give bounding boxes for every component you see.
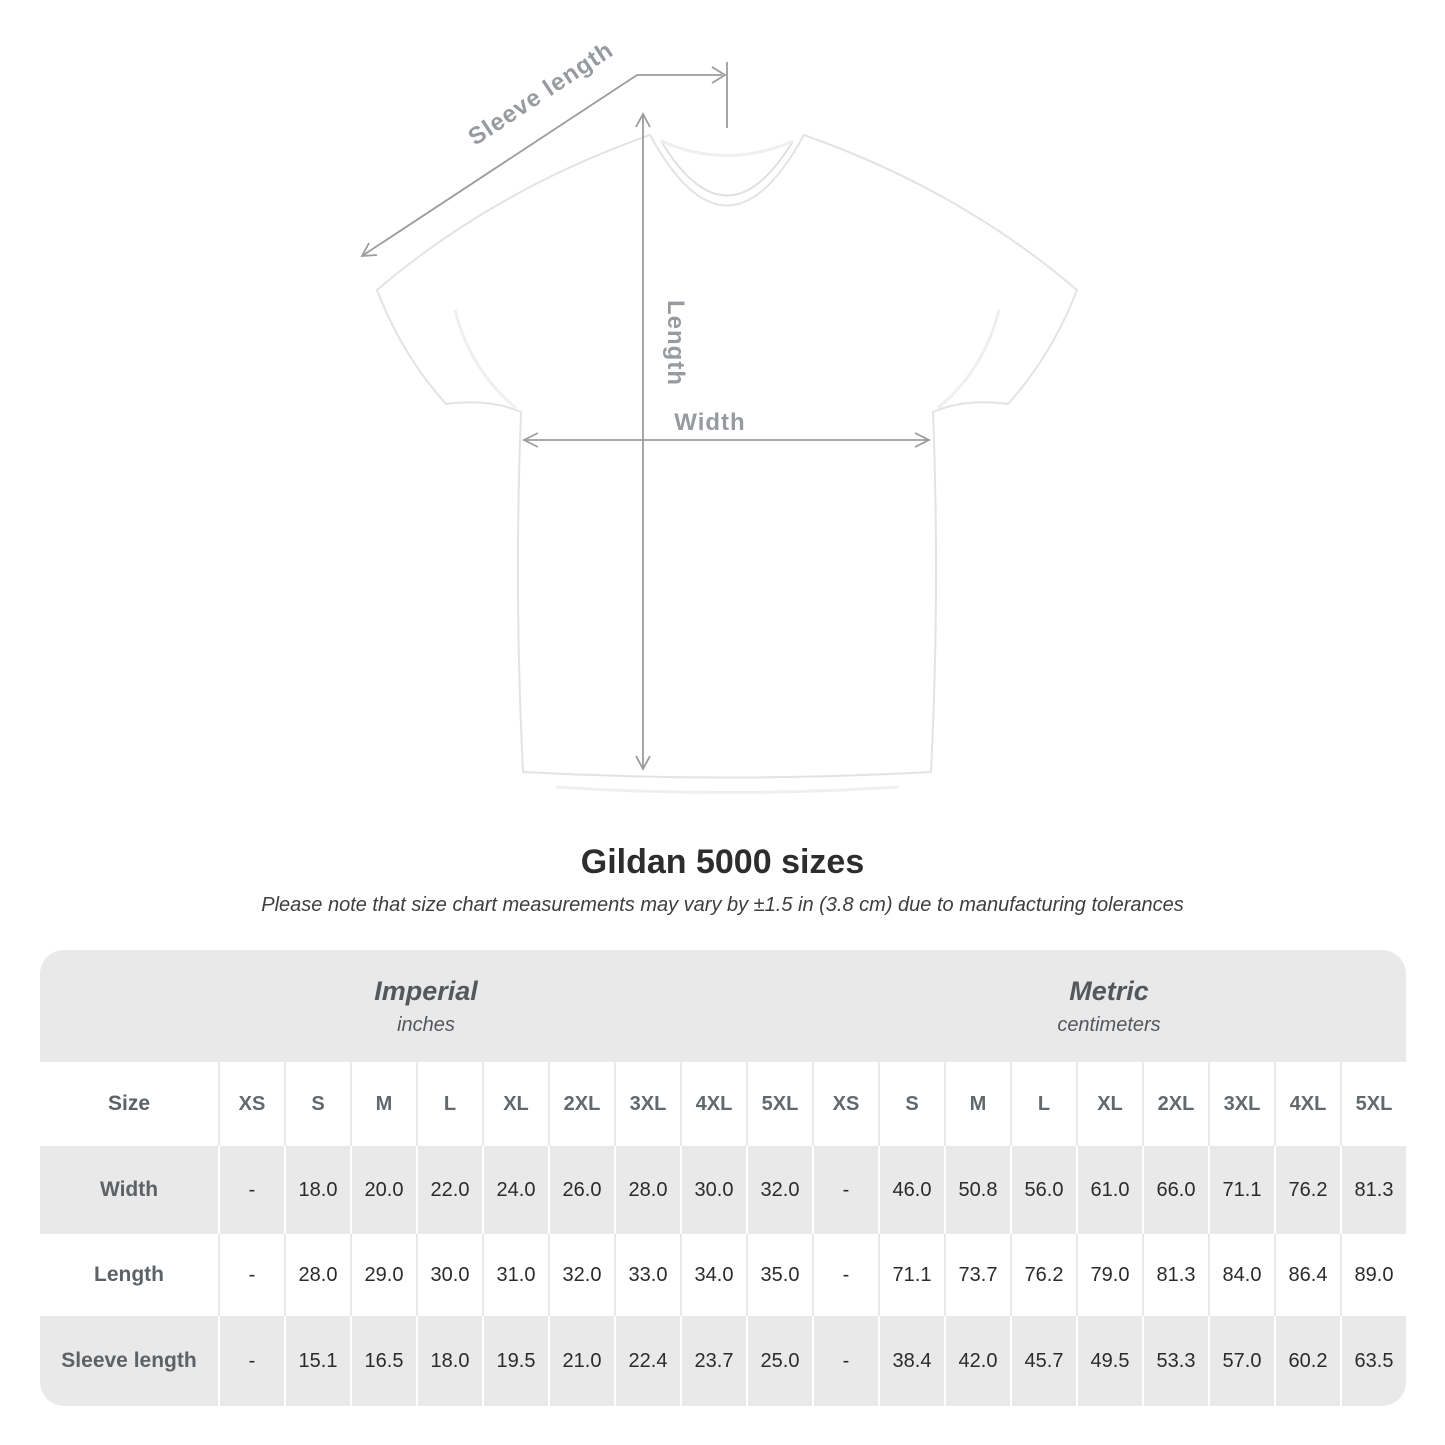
length-cell: 84.0 bbox=[1208, 1234, 1274, 1316]
width-cell: 24.0 bbox=[482, 1146, 548, 1234]
size-header-cell: M bbox=[944, 1062, 1010, 1146]
sleeve-cell: 22.4 bbox=[614, 1316, 680, 1406]
length-cell: 81.3 bbox=[1142, 1234, 1208, 1316]
size-header-cell: 4XL bbox=[680, 1062, 746, 1146]
width-cell: 32.0 bbox=[746, 1146, 812, 1234]
page-title: Gildan 5000 sizes bbox=[580, 843, 865, 881]
length-cell: 79.0 bbox=[1076, 1234, 1142, 1316]
width-cell: 26.0 bbox=[548, 1146, 614, 1234]
size-header-cell: S bbox=[878, 1062, 944, 1146]
sleeve-cell: 19.5 bbox=[482, 1316, 548, 1406]
length-cell: 71.1 bbox=[878, 1234, 944, 1316]
length-cell: 31.0 bbox=[482, 1234, 548, 1316]
length-row bbox=[40, 1234, 1406, 1316]
length-label: Length bbox=[662, 300, 689, 386]
sleeve-cell: 23.7 bbox=[680, 1316, 746, 1406]
width-cell: 76.2 bbox=[1274, 1146, 1340, 1234]
metric-label: Metric bbox=[1069, 975, 1149, 1006]
width-cell: 81.3 bbox=[1340, 1146, 1406, 1234]
size-header-cell: M bbox=[350, 1062, 416, 1146]
size-header-cell: 3XL bbox=[614, 1062, 680, 1146]
sleeve-cell: 53.3 bbox=[1142, 1316, 1208, 1406]
metric-unit: centimeters bbox=[1057, 1013, 1161, 1036]
size-header-cell: XL bbox=[1076, 1062, 1142, 1146]
size-header-cell: S bbox=[284, 1062, 350, 1146]
length-cell: - bbox=[812, 1234, 878, 1316]
length-cell: 33.0 bbox=[614, 1234, 680, 1316]
width-label: Width bbox=[674, 409, 746, 436]
size-header-cell: 3XL bbox=[1208, 1062, 1274, 1146]
sleeve-cell: 38.4 bbox=[878, 1316, 944, 1406]
length-cell: 35.0 bbox=[746, 1234, 812, 1316]
size-header-cell: XS bbox=[812, 1062, 878, 1146]
width-cell: 22.0 bbox=[416, 1146, 482, 1234]
width-cell: - bbox=[218, 1146, 284, 1234]
size-header-cell: 4XL bbox=[1274, 1062, 1340, 1146]
sleeve-cell: 60.2 bbox=[1274, 1316, 1340, 1406]
size-column-header: Size bbox=[40, 1062, 218, 1146]
length-cell: - bbox=[218, 1234, 284, 1316]
imperial-band-cell bbox=[40, 950, 812, 1062]
width-cell: 30.0 bbox=[680, 1146, 746, 1234]
length-cell: 30.0 bbox=[416, 1234, 482, 1316]
width-cell: 61.0 bbox=[1076, 1146, 1142, 1234]
sleeve-cell: 57.0 bbox=[1208, 1316, 1274, 1406]
unit-band-row bbox=[40, 950, 1406, 1062]
collar-back-seam bbox=[661, 141, 793, 156]
row-label: Length bbox=[40, 1234, 218, 1316]
size-header-cell: XL bbox=[482, 1062, 548, 1146]
sleeve-cell: 49.5 bbox=[1076, 1316, 1142, 1406]
size-table-container bbox=[40, 950, 1406, 1406]
sleeve-cell: 15.1 bbox=[284, 1316, 350, 1406]
size-table bbox=[40, 950, 1406, 1406]
length-cell: 29.0 bbox=[350, 1234, 416, 1316]
sleeve-cell: 25.0 bbox=[746, 1316, 812, 1406]
length-cell: 76.2 bbox=[1010, 1234, 1076, 1316]
imperial-label: Imperial bbox=[374, 975, 478, 1006]
sleeve-length-row bbox=[40, 1316, 1406, 1406]
sleeve-cell: 16.5 bbox=[350, 1316, 416, 1406]
width-cell: 50.8 bbox=[944, 1146, 1010, 1234]
sleeve-cell: 45.7 bbox=[1010, 1316, 1076, 1406]
width-cell: 56.0 bbox=[1010, 1146, 1076, 1234]
width-cell: 46.0 bbox=[878, 1146, 944, 1234]
title-block bbox=[0, 843, 1445, 917]
sleeve-length-label: Sleeve length bbox=[463, 36, 619, 152]
sleeve-cell: 63.5 bbox=[1340, 1316, 1406, 1406]
tshirt-silhouette bbox=[377, 135, 1077, 778]
width-cell: 66.0 bbox=[1142, 1146, 1208, 1234]
size-header-cell: 5XL bbox=[1340, 1062, 1406, 1146]
row-label: Sleeve length bbox=[40, 1316, 218, 1406]
size-header-cell: XS bbox=[218, 1062, 284, 1146]
size-header-cell: 5XL bbox=[746, 1062, 812, 1146]
hem-shadow bbox=[556, 787, 898, 793]
sleeve-cell: - bbox=[812, 1316, 878, 1406]
width-cell: 18.0 bbox=[284, 1146, 350, 1234]
length-cell: 73.7 bbox=[944, 1234, 1010, 1316]
row-label: Width bbox=[40, 1146, 218, 1234]
size-header-cell: L bbox=[1010, 1062, 1076, 1146]
sleeve-cell: - bbox=[218, 1316, 284, 1406]
size-header-cell: 2XL bbox=[1142, 1062, 1208, 1146]
size-header-cell: 2XL bbox=[548, 1062, 614, 1146]
sleeve-cell: 42.0 bbox=[944, 1316, 1010, 1406]
size-header-cell: L bbox=[416, 1062, 482, 1146]
length-cell: 34.0 bbox=[680, 1234, 746, 1316]
tolerance-note: Please note that size chart measurements may vary by ±1.5 in (3.8 cm) due to manufacturing tolerances bbox=[261, 894, 1184, 916]
width-row bbox=[40, 1146, 1406, 1234]
width-cell: 71.1 bbox=[1208, 1146, 1274, 1234]
sleeve-cell: 18.0 bbox=[416, 1316, 482, 1406]
sleeve-cell: 21.0 bbox=[548, 1316, 614, 1406]
width-cell: 28.0 bbox=[614, 1146, 680, 1234]
size-header-row bbox=[40, 1062, 1406, 1146]
length-cell: 89.0 bbox=[1340, 1234, 1406, 1316]
length-cell: 28.0 bbox=[284, 1234, 350, 1316]
imperial-unit: inches bbox=[397, 1013, 455, 1036]
metric-band-cell bbox=[812, 950, 1406, 1062]
length-cell: 32.0 bbox=[548, 1234, 614, 1316]
length-cell: 86.4 bbox=[1274, 1234, 1340, 1316]
width-cell: - bbox=[812, 1146, 878, 1234]
width-cell: 20.0 bbox=[350, 1146, 416, 1234]
